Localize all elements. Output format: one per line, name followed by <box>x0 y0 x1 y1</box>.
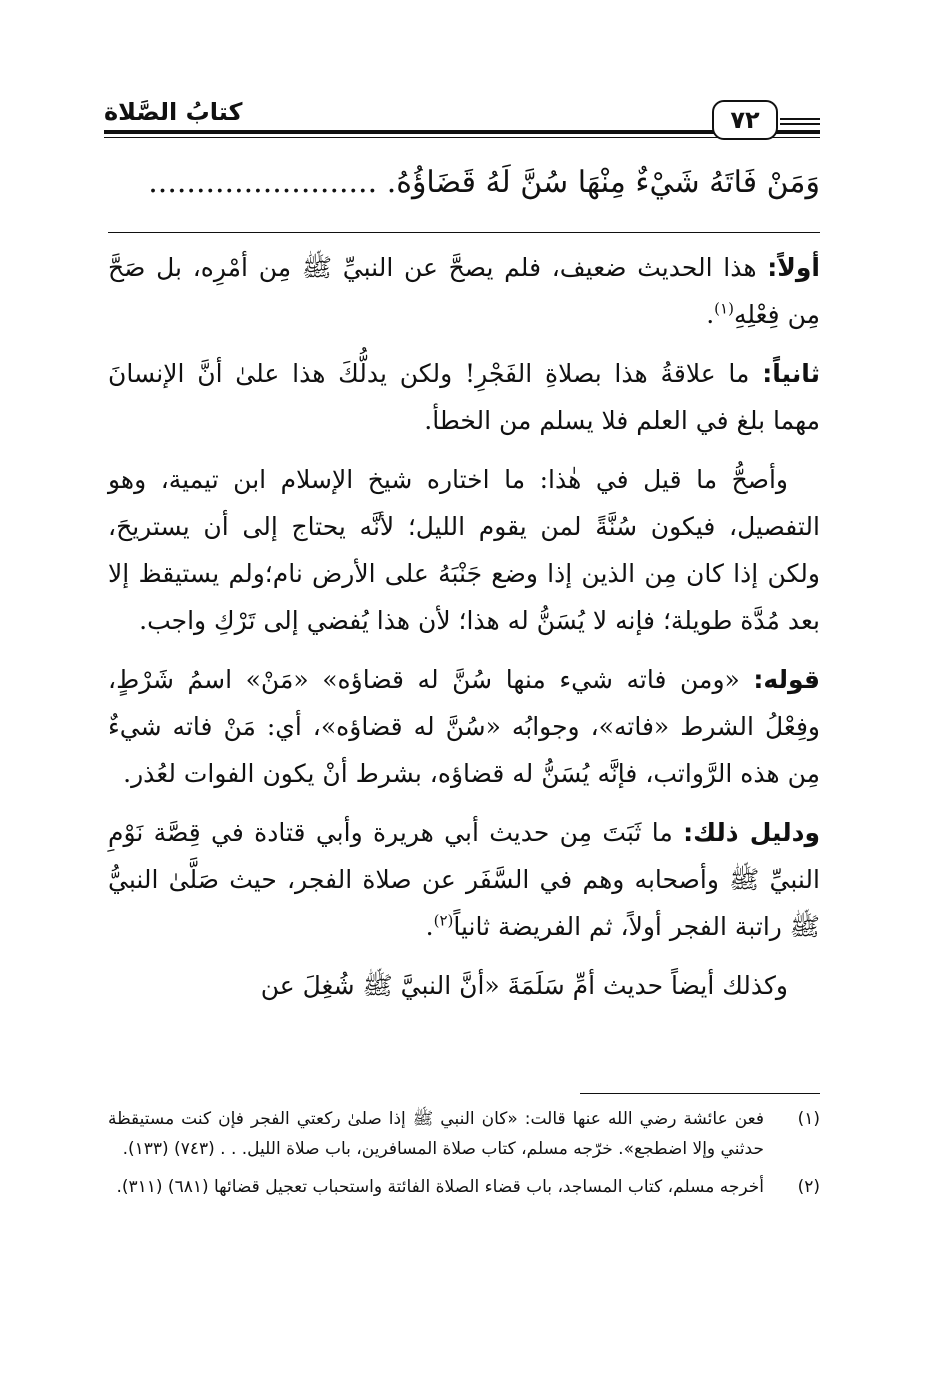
footnote-item <box>108 1104 820 1164</box>
matn-dots: ........................ <box>148 165 378 200</box>
page-header <box>104 96 820 148</box>
matn-line <box>108 160 820 206</box>
paragraph-1-lead: أولاً: <box>767 253 820 282</box>
footnote-item <box>108 1172 820 1202</box>
page-number: ٧٢ <box>712 100 778 140</box>
footnotes <box>108 1104 820 1210</box>
matn-divider <box>108 232 820 233</box>
footnote-ref-1[interactable]: (١) <box>714 299 734 318</box>
paragraph-2-lead: ثانياً: <box>762 359 820 388</box>
paragraph-4 <box>108 656 820 797</box>
paragraph-3 <box>108 456 820 644</box>
footnote-divider <box>580 1093 820 1094</box>
commentary-body <box>108 244 820 1021</box>
paragraph-5 <box>108 809 820 950</box>
header-rule-ornament-2 <box>780 123 820 125</box>
matn-text: وَمَنْ فَاتَهُ شَيْءٌ مِنْهَا سُنَّ لَهُ قَضَاؤُهُ. <box>386 165 820 200</box>
paragraph-1-tail: . <box>706 300 715 329</box>
footnote-ref-2[interactable]: (٢) <box>433 911 454 930</box>
header-rule-ornament <box>780 118 820 120</box>
paragraph-1-text: هذا الحديث ضعيف، فلم يصحَّ عن النبيِّ ﷺ مِن أمْرِه، بل صَحَّ مِن فِعْلِهِ <box>108 253 820 329</box>
paragraph-6 <box>108 962 820 1009</box>
footnote-number: (٢) <box>797 1177 820 1197</box>
paragraph-5-text: ما ثَبَتَ مِن حديث أبي هريرة وأبي قتادة في قِصَّة نَوْمِ النبيِّ ﷺ وأصحابه وهم في السَّفَر عن صلاة الفجر، حيث صَلَّىٰ النبيُّ ﷺ راتبة الفجر أولاً، ثم الفريضة ثانياً <box>108 818 820 941</box>
paragraph-1 <box>108 244 820 338</box>
paragraph-5-tail: . <box>425 912 434 941</box>
header-rule-thin <box>104 137 820 138</box>
book-title: كتابُ الصَّلاة <box>104 98 243 126</box>
paragraph-4-text: «ومن فاته شيء منها سُنَّ له قضاؤه» «مَنْ» اسمُ شَرْطٍ، وفِعْلُ الشرط «فاته»، وجوابُه «سُنَّ له قضاؤه»، أي: مَنْ فاته شيءٌ مِن هذه الرَّواتب، فإنَّه يُسَنُّ له قضاؤه، بشرط أنْ يكون الفوات لعُذر. <box>108 665 820 788</box>
paragraph-4-lead: قوله: <box>753 665 820 694</box>
footnote-text: فعن عائشة رضي الله عنها قالت: «كان النبي ﷺ إذا صلىٰ ركعتي الفجر فإن كنت مستيقظة حدثني وإلا اضطجع». خرّجه مسلم، كتاب صلاة المسافرين، باب صلاة الليل. . . (٧٤٣) (١٣٣). <box>108 1109 764 1159</box>
paragraph-2 <box>108 350 820 444</box>
paragraph-5-lead: ودليل ذلك: <box>683 818 820 847</box>
paragraph-3-text: وأصحُّ ما قيل في هٰذا: ما اختاره شيخ الإسلام ابن تيمية، وهو التفصيل، فيكون سُنَّةً لمن يقوم الليل؛ لأنَّه يحتاج إلى أن يستريحَ، ولكن إذا كان مِن الذين إذا وضع جَنْبَهُ على الأرض نام؛ولم يستيقظ إلا بعد مُدَّة طويلة؛ فإنه لا يُسَنُّ له هذا؛ لأن هذا يُفضي إلى تَرْكِ واجب. <box>108 465 820 635</box>
paragraph-2-text: ما علاقةُ هذا بصلاةِ الفَجْرِ! ولكن يدلُّكَ هذا علىٰ أنَّ الإنسانَ مهما بلغ في العلم فلا يسلم من الخطأ. <box>108 359 820 435</box>
footnote-text: أخرجه مسلم، كتاب المساجد، باب قضاء الصلاة الفائتة واستحباب تعجيل قضائها (٦٨١) (٣١١). <box>116 1177 764 1197</box>
paragraph-6-text: وكذلك أيضاً حديث أمِّ سَلَمَةَ «أنَّ النبيَّ ﷺ شُغِلَ عن <box>260 971 788 1000</box>
footnote-number: (١) <box>797 1109 820 1129</box>
